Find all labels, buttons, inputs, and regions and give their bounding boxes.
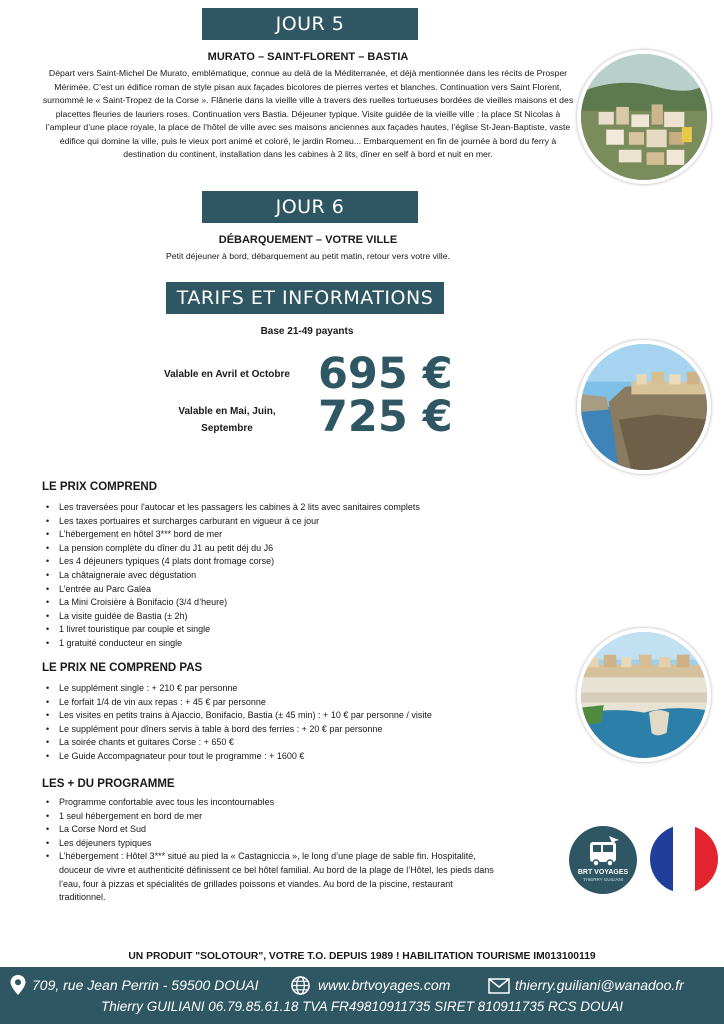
ne-comprend-list xyxy=(44,682,564,764)
list-item: • Le forfait 1/4 de vin aux repas : + 45 € par personne xyxy=(44,696,564,710)
list-item: • 1 seul hébergement en bord de mer xyxy=(44,810,500,824)
bus-icon xyxy=(569,826,637,894)
list-item: • La soirée chants et guitares Corse : + 650 € xyxy=(44,736,564,750)
globe-icon xyxy=(291,976,310,995)
plus-list xyxy=(44,796,500,905)
logo-name: BRT VOYAGES xyxy=(577,869,629,876)
list-item: • Les taxes portuaires et surcharges carburant en vigueur à ce jour xyxy=(44,515,564,529)
list-item: • La Corse Nord et Sud xyxy=(44,823,500,837)
bonifacio-cliff-photo xyxy=(577,340,711,474)
brt-voyages-logo xyxy=(569,826,637,894)
tarifs-banner: TARIFS ET INFORMATIONS xyxy=(166,282,444,314)
price2-label: Valable en Mai, Juin, Septembre xyxy=(178,406,276,434)
envelope-icon xyxy=(488,978,510,994)
product-line: UN PRODUIT "SOLOTOUR", VOTRE T.O. DEPUIS 1989 ! HABILITATION TOURISME IM013100119 xyxy=(128,951,596,962)
location-pin-icon xyxy=(10,975,26,995)
list-item: • Le Guide Accompagnateur pour tout le programme : + 1600 € xyxy=(44,750,564,764)
list-item: • Les déjeuners typiques xyxy=(44,837,500,851)
day6-subtitle: DÉBARQUEMENT – VOTRE VILLE xyxy=(218,234,398,246)
footer-email[interactable]: thierry.guiliani@wanadoo.fr xyxy=(515,977,684,993)
french-flag-icon xyxy=(650,825,718,893)
footer-address: 709, rue Jean Perrin - 59500 DOUAI xyxy=(32,977,259,993)
list-item: • La visite guidée de Bastia (± 2h) xyxy=(44,610,564,624)
list-item: • La châtaigneraie avec dégustation xyxy=(44,569,564,583)
list-item: • Le supplément single : + 210 € par personne xyxy=(44,682,564,696)
comprend-title: LE PRIX COMPREND xyxy=(42,481,158,493)
day5-subtitle: MURATO – SAINT-FLORENT – BASTIA xyxy=(207,51,409,63)
list-item: • L’entrée au Parc Galéa xyxy=(44,583,564,597)
list-item: • L’hébergement : Hôtel 3*** situé au pied la « Castagniccia », le long d’une plage de sable fin. Hospitalité, douceur de vivre et authenticité définissent ce bel hôtel familial. Au bord de la plage de l’Hôtel, les pieds dans l’eau, four à pizzas et spécialités de grillades poissons et viandes. Au bord de la piscine, restaurant traditionnel. xyxy=(44,850,500,904)
ne-comprend-title: LE PRIX NE COMPREND PAS xyxy=(42,662,203,674)
plus-title: LES + DU PROGRAMME xyxy=(42,778,175,790)
logo-subtitle: THIERRY GUILIANI xyxy=(582,877,624,882)
price1-value: 695 € xyxy=(318,349,453,399)
day6-banner: JOUR 6 xyxy=(202,191,418,223)
list-item: • La Mini Croisière à Bonifacio (3/4 d’heure) xyxy=(44,596,564,610)
list-item: • L’hébergement en hôtel 3*** bord de mer xyxy=(44,528,564,542)
list-item: • La pension complète du dîner du J1 au petit déj du J6 xyxy=(44,542,564,556)
list-item: • Les traversées pour l'autocar et les passagers les cabines à 2 lits avec sanitaires complets xyxy=(44,501,564,515)
list-item: • Programme confortable avec tous les incontournables xyxy=(44,796,500,810)
day5-description: Départ vers Saint-Michel De Murato, emblématique, connue au delà de la Méditerranée, et déjà mentionnée dans les récits de Prosper Mérimée. C’est un édifice roman de style pisan aux façades bicolores de pierres vertes et blanches. Continuation vers Saint Florent, surnommé le « Saint-Tropez de la Corse ». Flânerie dans la vieille ville à travers des ruelles tortueuses bordées de vieilles maisons et des placettes fleuries de lauriers roses. Continuation vers Bastia. Déjeuner typique. Visite guidée de la vieille ville : la place St Nicolas à l’ampleur d’une place royale, la place de l’hôtel de ville avec ses maisons anciennes aux façades hautes, l’église St-Jean-Baptiste, vaste édifice qui domine la ville, puis le vieux port animé et coloré, le jardin Romeu... Embarquement en fin de journée à bord du ferry à destination du continent, installation dans les cabines à 2 lits, dîner en self à bord et nuit en mer. xyxy=(42,68,574,159)
day6-description: Petit déjeuner à bord, débarquement au petit matin, retour vers votre ville. xyxy=(166,251,450,261)
murato-village-photo xyxy=(577,50,711,184)
footer xyxy=(0,967,724,1024)
base-payants: Base 21-49 payants xyxy=(260,326,354,337)
bonifacio-coast-photo xyxy=(577,628,711,762)
list-item: • 1 livret touristique par couple et single xyxy=(44,623,564,637)
price2-value: 725 € xyxy=(318,392,453,442)
footer-website[interactable]: www.brtvoyages.com xyxy=(318,977,451,993)
day5-banner: JOUR 5 xyxy=(202,8,418,40)
list-item: • 1 gratuité conducteur en single xyxy=(44,637,564,651)
price1-label: Valable en Avril et Octobre xyxy=(164,369,290,380)
footer-legal: Thierry GUILIANI 06.79.85.61.18 TVA FR49810911735 SIRET 810911735 RCS DOUAI xyxy=(100,999,624,1014)
list-item: • Le supplément pour dîners servis à table à bord des ferries : + 20 € par personne xyxy=(44,723,564,737)
list-item: • Les visites en petits trains à Ajaccio, Bonifacio, Bastia (± 45 min) : + 10 € par personne / visite xyxy=(44,709,564,723)
list-item: • Les 4 déjeuners typiques (4 plats dont fromage corse) xyxy=(44,555,564,569)
comprend-list xyxy=(44,501,564,651)
